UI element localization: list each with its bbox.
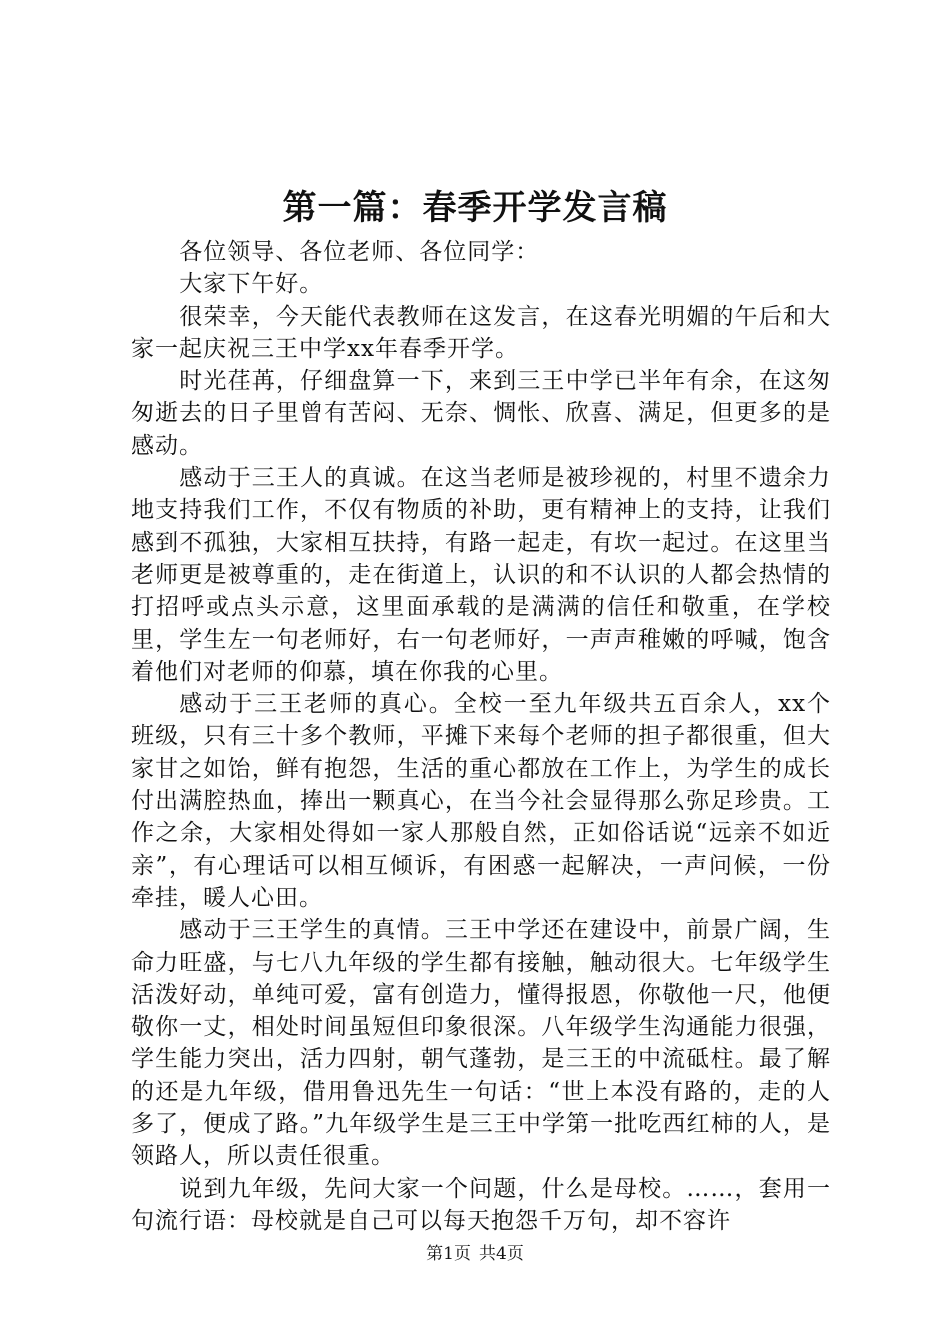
paragraph: 感动于三王人的真诚。在这当老师是被珍视的，村里不遗余力地支持我们工作，不仅有物质的补助，更有精神上的支持，让我们感到不孤独，大家相互扶持，有路一起走，有坎一起过。在这里当老师更是被尊重的，走在街道上，认识的和不认识的人都会热情的打招呼或点头示意，这里面承载的是满满的信任和敬重，在学校里，学生左一句老师好，右一句老师好，一声声稚嫩的呼喊，饱含着他们对老师的仰慕，填在你我的心里。 [131,465,831,685]
paragraph: 时光荏苒，仔细盘算一下，来到三王中学已半年有余，在这匆匆逝去的日子里曾有苦闷、无奈、惆怅、欣喜、满足，但更多的是感动。 [131,368,831,459]
page-footer [0,1242,950,1266]
paragraph: 感动于三王老师的真心。全校一至九年级共五百余人，xx个班级，只有三十多个教师，平摊下来每个老师的担子都很重，但大家甘之如饴，鲜有抱怨，生活的重心都放在工作上，为学生的成长付出满腔热血，捧出一颗真心，在当今社会显得那么弥足珍贵。工作之余，大家相处得如一家人那般自然，正如俗话说“远亲不如近亲”，有心理话可以相互倾诉，有困惑一起解决，一声问候，一份牵挂，暖人心田。 [131,691,831,911]
paragraph: 很荣幸，今天能代表教师在这发言，在这春光明媚的午后和大家一起庆祝三王中学xx年春季开学。 [131,303,831,362]
document-title: 第一篇：春季开学发言稿 [282,188,668,228]
page-total: 共4页 [479,1244,524,1264]
paragraph: 说到九年级，先问大家一个问题，什么是母校。……，套用一句流行语：母校就是自己可以每天抱怨千万句，却不容许 [131,1175,831,1234]
paragraph-greeting: 大家下午好。 [179,271,324,298]
document-body [131,236,831,1237]
paragraph: 感动于三王学生的真情。三王中学还在建设中，前景广阔，生命力旺盛，与七八九年级的学生都有接触，触动很大。七年级学生活泼好动，单纯可爱，富有创造力，懂得报恩，你敬他一尺，他便敬你一丈，相处时间虽短但印象很深。八年级学生沟通能力很强，学生能力突出，活力四射，朝气蓬勃，是三王的中流砥柱。最了解的还是九年级，借用鲁迅先生一句话：“世上本没有路的，走的人多了，便成了路。”九年级学生是三王中学第一批吃西红柿的人，是领路人，所以责任很重。 [131,917,831,1170]
page-number: 第1页 [426,1244,471,1264]
paragraph-salutation: 各位领导、各位老师、各位同学： [179,239,540,265]
